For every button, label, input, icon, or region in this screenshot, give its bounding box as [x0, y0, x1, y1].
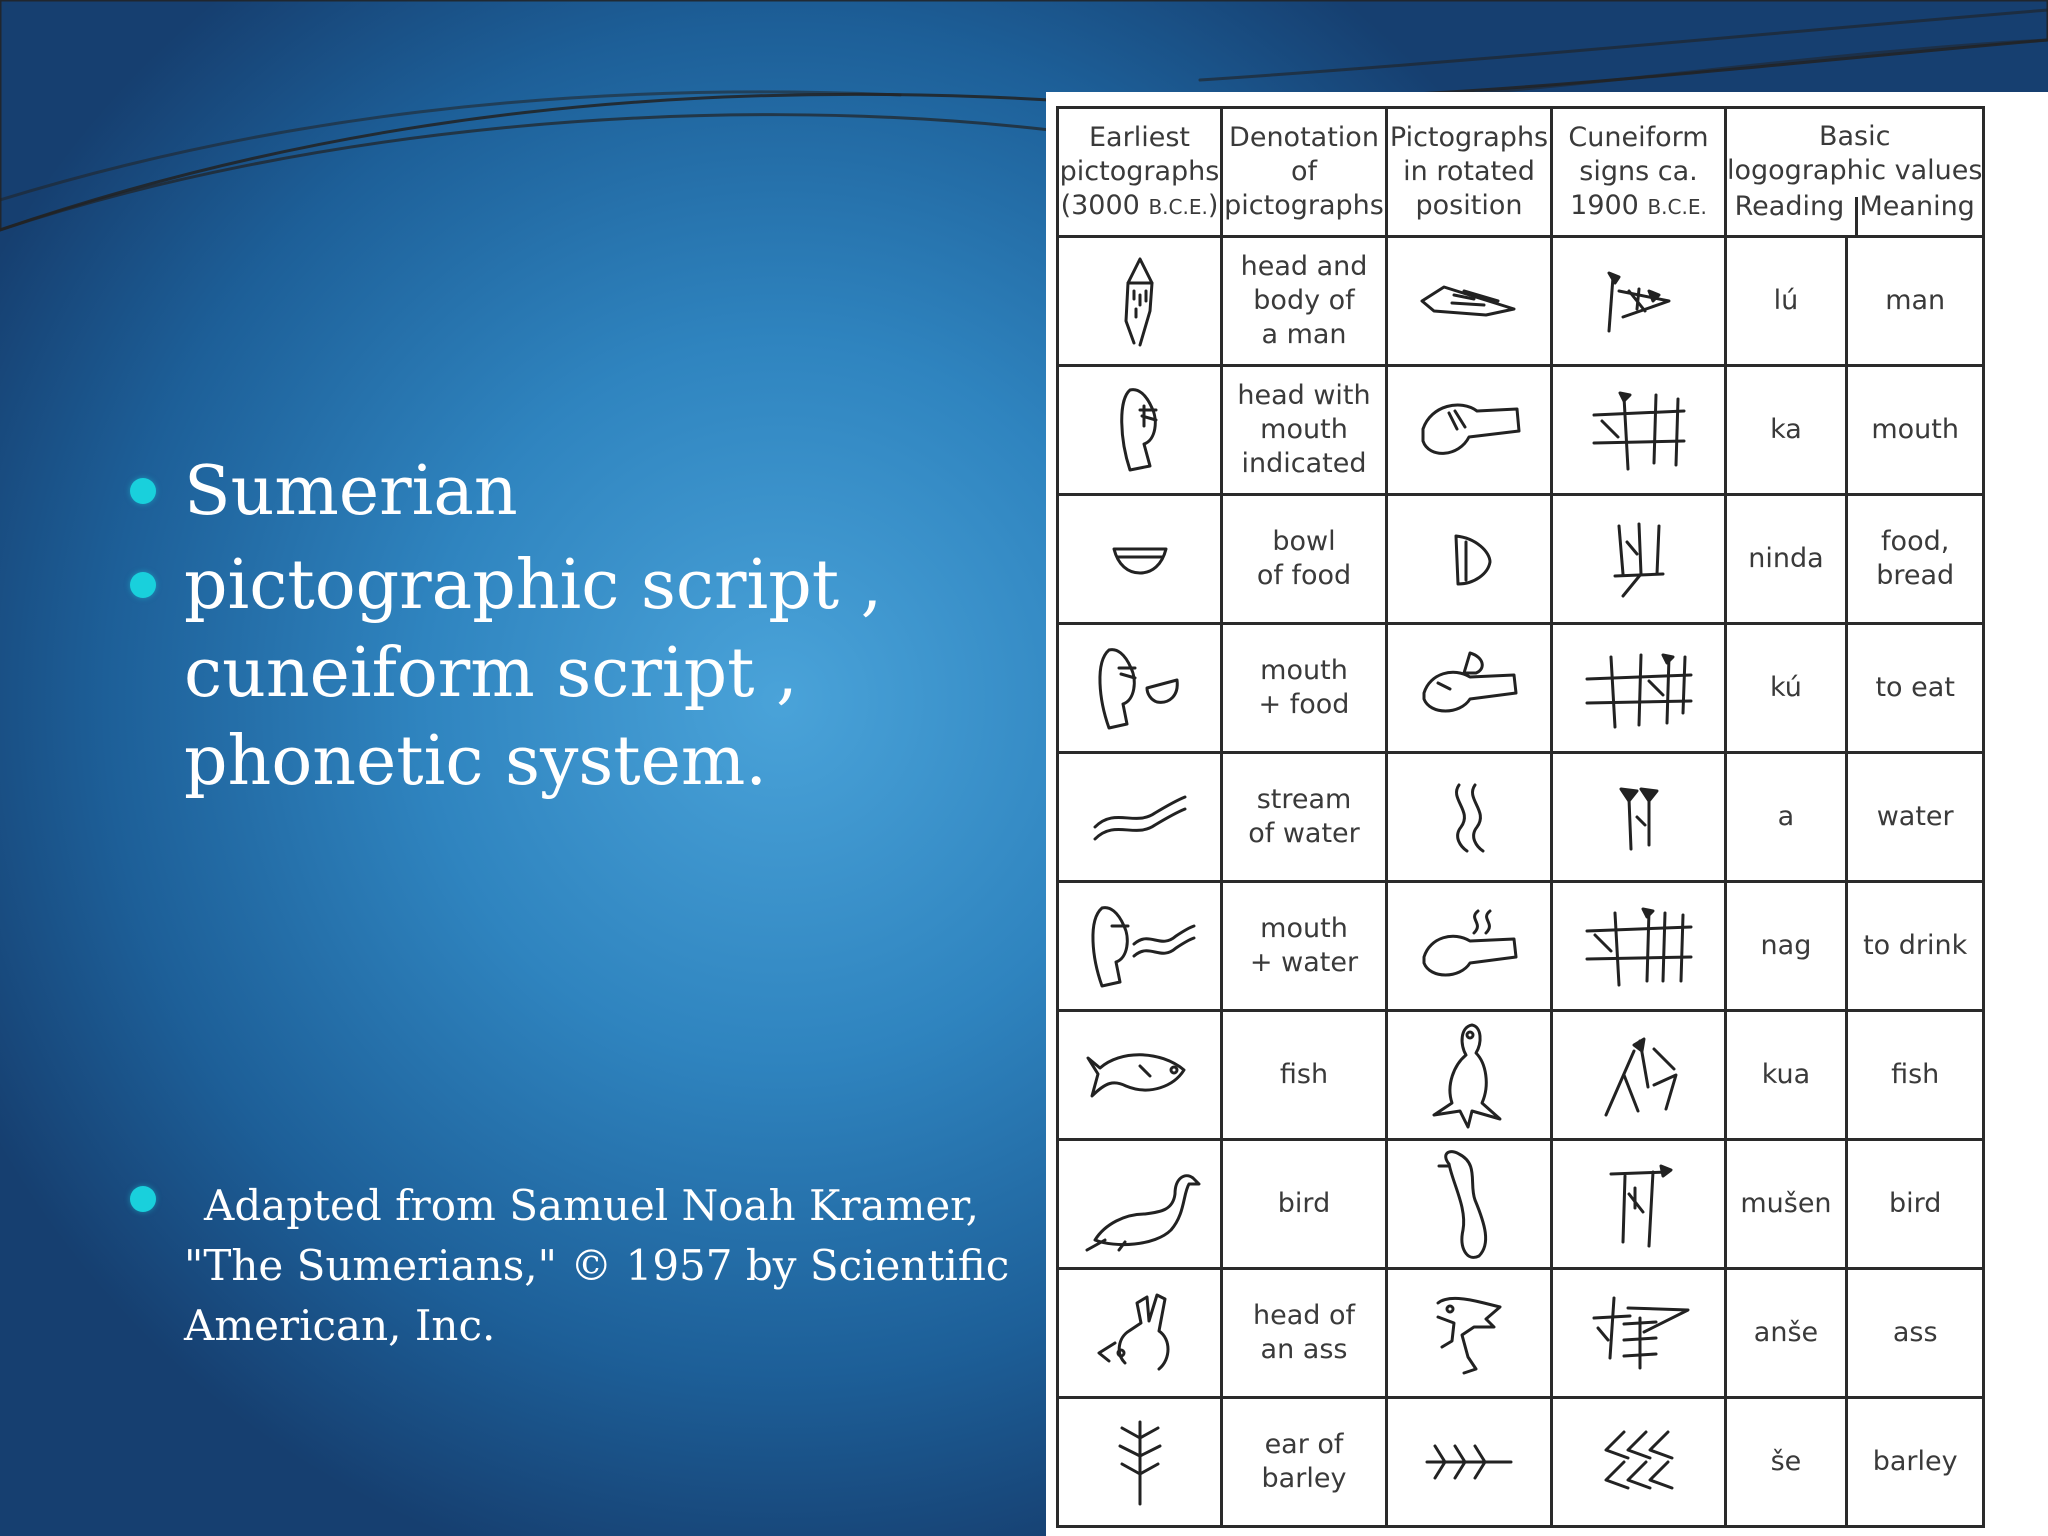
cuneiform-eat-glyph-icon	[1579, 643, 1699, 733]
cuneiform-sign-cell	[1552, 237, 1726, 366]
table-row	[1058, 753, 1984, 882]
cuneiform-sign-cell	[1552, 495, 1726, 624]
denotation-line: bowl	[1272, 526, 1336, 557]
meaning-cell	[1846, 495, 1984, 624]
rotated-fish-glyph-icon	[1424, 1015, 1514, 1135]
meaning-line: barley	[1872, 1446, 1958, 1477]
water-glyph-icon	[1085, 787, 1195, 847]
rotated-man-glyph-icon	[1414, 271, 1524, 331]
meaning-line: to drink	[1863, 930, 1968, 961]
denotation-line: mouth	[1260, 913, 1348, 944]
denotation-cell	[1222, 1269, 1387, 1398]
denotation-line: body of	[1253, 285, 1355, 316]
rotated-pictograph-cell	[1387, 495, 1552, 624]
denotation-line: + water	[1249, 947, 1359, 978]
reading-cell: kua	[1726, 1011, 1847, 1140]
rotated-ass-glyph-icon	[1424, 1283, 1514, 1383]
rotated-mouth-glyph-icon	[1409, 385, 1529, 475]
denotation-line: of water	[1248, 818, 1360, 849]
meaning-cell	[1846, 753, 1984, 882]
cuneiform-sign-cell	[1552, 366, 1726, 495]
table-row	[1058, 237, 1984, 366]
denotation-cell	[1222, 882, 1387, 1011]
figure-panel	[1046, 92, 2048, 1536]
table-row	[1058, 366, 1984, 495]
header-reading: Reading	[1734, 191, 1845, 222]
rotated-pictograph-cell	[1387, 1398, 1552, 1527]
cuneiform-mouth-glyph-icon	[1584, 385, 1694, 475]
denotation-line: mouth	[1260, 414, 1348, 445]
meaning-cell	[1846, 1140, 1984, 1269]
denotation-cell	[1222, 1398, 1387, 1527]
earliest-pictograph-cell	[1058, 366, 1222, 495]
cuneiform-drink-glyph-icon	[1579, 901, 1699, 991]
header-cuneiform: Cuneiform signs ca. 1900 B.C.E.	[1552, 108, 1726, 237]
denotation-line: indicated	[1241, 448, 1367, 479]
cuneiform-sign-cell	[1552, 1398, 1726, 1527]
earliest-pictograph-cell	[1058, 1140, 1222, 1269]
rotated-bowl-glyph-icon	[1434, 524, 1504, 594]
header-earliest: Earliest pictographs (3000 B.C.E.)	[1058, 108, 1222, 237]
rotated-bird-glyph-icon	[1419, 1144, 1519, 1264]
rotated-pictograph-cell	[1387, 1269, 1552, 1398]
denotation-cell	[1222, 1140, 1387, 1269]
earliest-pictograph-cell	[1058, 1011, 1222, 1140]
cuneiform-ass-glyph-icon	[1584, 1288, 1694, 1378]
denotation-line: fish	[1279, 1059, 1329, 1090]
man-glyph-icon	[1100, 251, 1180, 351]
table-row	[1058, 882, 1984, 1011]
denotation-line: barley	[1261, 1463, 1347, 1494]
reading-cell: nag	[1726, 882, 1847, 1011]
bullet-line: phonetic system.	[184, 722, 767, 801]
mouth-glyph-icon	[1100, 380, 1180, 480]
cuneiform-man-glyph-icon	[1589, 261, 1689, 341]
cuneiform-sign-cell	[1552, 1269, 1726, 1398]
table-row	[1058, 1011, 1984, 1140]
rotated-pictograph-cell	[1387, 882, 1552, 1011]
bullet-dot-icon	[130, 1186, 156, 1212]
reading-cell: kú	[1726, 624, 1847, 753]
denotation-line: head of	[1252, 1300, 1355, 1331]
bullet-line: pictographic script ,	[184, 546, 883, 625]
meaning-line: water	[1876, 801, 1954, 832]
bullet-line: cuneiform script ,	[184, 634, 798, 713]
denotation-line: mouth	[1260, 655, 1348, 686]
meaning-line: bread	[1876, 560, 1955, 591]
cuneiform-barley-glyph-icon	[1594, 1422, 1684, 1502]
denotation-cell	[1222, 237, 1387, 366]
citation-line: American, Inc.	[184, 1301, 496, 1350]
denotation-line: a man	[1261, 319, 1347, 350]
citation-line: Adapted from Samuel Noah Kramer,	[204, 1181, 979, 1230]
reading-cell: a	[1726, 753, 1847, 882]
denotation-line: head with	[1237, 380, 1371, 411]
reading-cell: še	[1726, 1398, 1847, 1527]
cuneiform-bowl-glyph-icon	[1599, 514, 1679, 604]
meaning-cell	[1846, 237, 1984, 366]
meaning-cell	[1846, 1398, 1984, 1527]
denotation-line: ear of	[1264, 1429, 1344, 1460]
meaning-line: to eat	[1875, 672, 1955, 703]
denotation-cell	[1222, 624, 1387, 753]
citation	[130, 1176, 1084, 1356]
reading-cell: lú	[1726, 237, 1847, 366]
rotated-pictograph-cell	[1387, 753, 1552, 882]
table-row	[1058, 1269, 1984, 1398]
header-meaning: Meaning	[1859, 191, 1975, 222]
denotation-line: head and	[1240, 251, 1368, 282]
earliest-pictograph-cell	[1058, 624, 1222, 753]
bullet-item	[130, 542, 1030, 806]
reading-cell: anše	[1726, 1269, 1847, 1398]
bullet-text: Sumerian	[184, 452, 518, 531]
table-row	[1058, 1398, 1984, 1527]
denotation-line: an ass	[1260, 1334, 1348, 1365]
cuneiform-sign-cell	[1552, 1011, 1726, 1140]
denotation-cell	[1222, 1011, 1387, 1140]
bullet-dot-icon	[130, 572, 156, 598]
earliest-pictograph-cell	[1058, 495, 1222, 624]
rotated-pictograph-cell	[1387, 366, 1552, 495]
meaning-cell	[1846, 366, 1984, 495]
cuneiform-fish-glyph-icon	[1594, 1025, 1684, 1125]
table-row	[1058, 495, 1984, 624]
fish-glyph-icon	[1080, 1040, 1200, 1110]
reading-cell: ka	[1726, 366, 1847, 495]
meaning-cell	[1846, 1011, 1984, 1140]
reading-cell: mušen	[1726, 1140, 1847, 1269]
header-denotation: Denotation of pictographs	[1222, 108, 1387, 237]
barley-glyph-icon	[1100, 1412, 1180, 1512]
cuneiform-sign-cell	[1552, 1140, 1726, 1269]
reading-cell: ninda	[1726, 495, 1847, 624]
earliest-pictograph-cell	[1058, 237, 1222, 366]
ass-glyph-icon	[1085, 1283, 1195, 1383]
meaning-cell	[1846, 624, 1984, 753]
bullet-item	[130, 448, 1030, 536]
meaning-line: fish	[1891, 1059, 1940, 1090]
earliest-pictograph-cell	[1058, 882, 1222, 1011]
rotated-pictograph-cell	[1387, 237, 1552, 366]
rotated-eat-glyph-icon	[1414, 643, 1524, 733]
rotated-barley-glyph-icon	[1419, 1432, 1519, 1492]
cuneiform-water-glyph-icon	[1609, 777, 1669, 857]
cuneiform-sign-cell	[1552, 624, 1726, 753]
table-row	[1058, 624, 1984, 753]
denotation-cell	[1222, 366, 1387, 495]
cuneiform-bird-glyph-icon	[1599, 1154, 1679, 1254]
earliest-pictograph-cell	[1058, 753, 1222, 882]
rotated-water-glyph-icon	[1439, 777, 1499, 857]
meaning-cell	[1846, 882, 1984, 1011]
meaning-cell	[1846, 1269, 1984, 1398]
denotation-cell	[1222, 495, 1387, 624]
meaning-line: mouth	[1871, 414, 1959, 445]
earliest-pictograph-cell	[1058, 1398, 1222, 1527]
rotated-pictograph-cell	[1387, 1140, 1552, 1269]
header-basic-values: Basic logographic values Reading Meaning	[1726, 108, 1984, 237]
table-row	[1058, 1140, 1984, 1269]
header-row	[1058, 108, 1984, 237]
citation-line: "The Sumerians," © 1957 by Scientific	[184, 1241, 1010, 1290]
bowl-glyph-icon	[1100, 529, 1180, 589]
cuneiform-sign-cell	[1552, 882, 1726, 1011]
rotated-pictograph-cell	[1387, 624, 1552, 753]
eat-glyph-icon	[1085, 638, 1195, 738]
meaning-line: ass	[1892, 1317, 1938, 1348]
bullet-dot-icon	[130, 478, 156, 504]
denotation-line: bird	[1277, 1188, 1331, 1219]
denotation-cell	[1222, 753, 1387, 882]
cuneiform-sign-cell	[1552, 753, 1726, 882]
bird-glyph-icon	[1075, 1154, 1205, 1254]
header-divider	[1855, 197, 1858, 235]
denotation-line: stream	[1256, 784, 1352, 815]
rotated-drink-glyph-icon	[1414, 901, 1524, 991]
rotated-pictograph-cell	[1387, 1011, 1552, 1140]
denotation-line: + food	[1258, 689, 1350, 720]
drink-glyph-icon	[1080, 896, 1200, 996]
cuneiform-table	[1056, 106, 1985, 1528]
meaning-line: food,	[1881, 526, 1950, 557]
meaning-line: man	[1885, 285, 1946, 316]
bullet-list	[130, 448, 1030, 806]
earliest-pictograph-cell	[1058, 1269, 1222, 1398]
header-rotated: Pictographs in rotated position	[1387, 108, 1552, 237]
meaning-line: bird	[1888, 1188, 1942, 1219]
denotation-line: of food	[1256, 560, 1352, 591]
